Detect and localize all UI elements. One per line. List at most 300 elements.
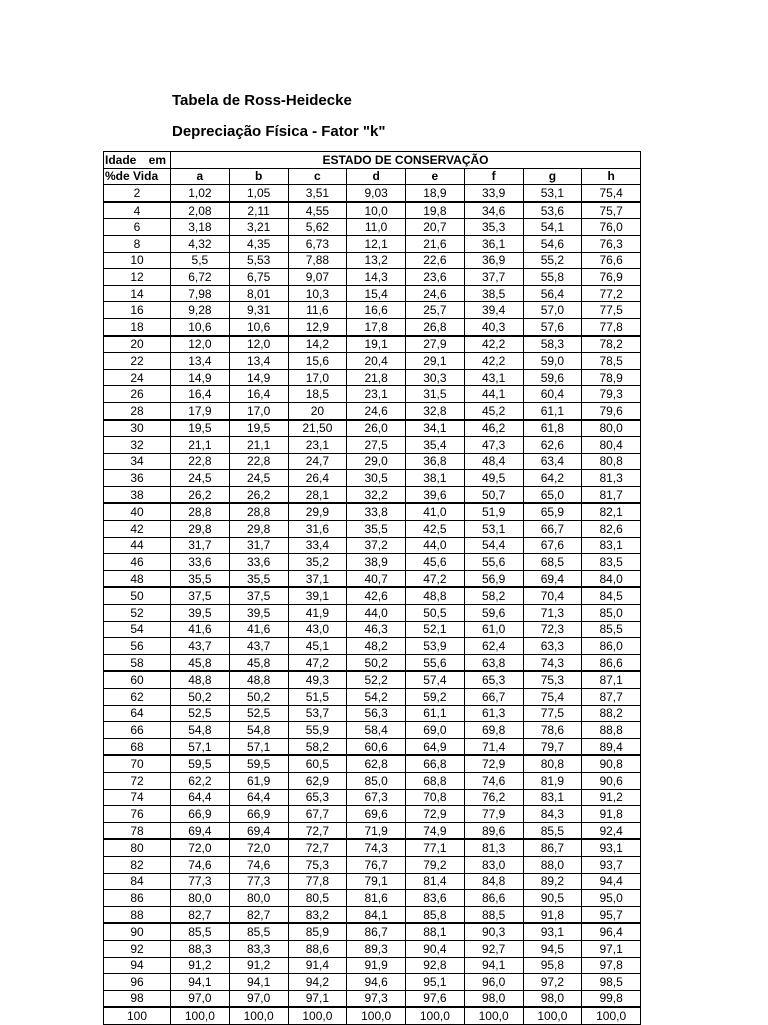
factor-cell-g: 54,6 — [523, 235, 582, 252]
factor-cell-a: 37,5 — [171, 587, 230, 604]
factor-cell-b: 6,75 — [229, 269, 288, 286]
factor-cell-c: 5,62 — [288, 219, 347, 236]
table-row — [104, 235, 641, 252]
factor-cell-c: 31,6 — [288, 521, 347, 538]
factor-cell-a: 26,2 — [171, 486, 230, 503]
factor-cell-b: 4,35 — [229, 235, 288, 252]
factor-cell-b: 22,8 — [229, 453, 288, 470]
factor-cell-a: 31,7 — [171, 537, 230, 554]
factor-cell-d: 86,7 — [347, 923, 406, 940]
factor-cell-h: 76,3 — [582, 235, 641, 252]
factor-cell-d: 62,8 — [347, 755, 406, 772]
age-cell: 32 — [104, 437, 171, 454]
factor-cell-h: 76,9 — [582, 269, 641, 286]
factor-cell-h: 79,6 — [582, 402, 641, 419]
table-row — [104, 353, 641, 370]
factor-cell-g: 77,5 — [523, 705, 582, 722]
age-cell: 54 — [104, 621, 171, 638]
factor-cell-c: 11,6 — [288, 302, 347, 319]
table-header-row — [104, 152, 641, 169]
table-subheader-row — [104, 168, 641, 185]
factor-cell-h: 75,7 — [582, 202, 641, 219]
factor-cell-c: 37,1 — [288, 570, 347, 587]
factor-cell-h: 95,7 — [582, 906, 641, 923]
factor-cell-f: 61,0 — [464, 621, 523, 638]
age-cell: 26 — [104, 386, 171, 403]
factor-cell-h: 85,5 — [582, 621, 641, 638]
factor-cell-h: 83,5 — [582, 554, 641, 571]
factor-cell-f: 55,6 — [464, 554, 523, 571]
factor-cell-c: 20 — [288, 402, 347, 419]
factor-cell-d: 84,1 — [347, 906, 406, 923]
factor-cell-b: 31,7 — [229, 537, 288, 554]
factor-cell-c: 47,2 — [288, 654, 347, 671]
factor-cell-e: 95,1 — [406, 974, 465, 991]
factor-cell-g: 61,1 — [523, 402, 582, 419]
factor-cell-d: 52,2 — [347, 671, 406, 688]
factor-cell-b: 14,9 — [229, 369, 288, 386]
factor-cell-e: 100,0 — [406, 1007, 465, 1024]
factor-cell-a: 54,8 — [171, 722, 230, 739]
column-header-g: g — [523, 168, 582, 185]
factor-cell-f: 36,1 — [464, 235, 523, 252]
factor-cell-d: 42,6 — [347, 587, 406, 604]
factor-cell-g: 63,3 — [523, 638, 582, 655]
factor-cell-f: 40,3 — [464, 318, 523, 335]
factor-cell-d: 97,3 — [347, 990, 406, 1007]
factor-cell-a: 28,8 — [171, 503, 230, 520]
factor-cell-f: 48,4 — [464, 453, 523, 470]
factor-cell-h: 94,4 — [582, 873, 641, 890]
factor-cell-d: 100,0 — [347, 1007, 406, 1024]
table-row — [104, 185, 641, 202]
table-row — [104, 621, 641, 638]
factor-cell-a: 43,7 — [171, 638, 230, 655]
factor-cell-e: 72,9 — [406, 806, 465, 823]
factor-cell-b: 43,7 — [229, 638, 288, 655]
factor-cell-e: 79,2 — [406, 856, 465, 873]
factor-cell-e: 34,1 — [406, 420, 465, 437]
factor-cell-c: 6,73 — [288, 235, 347, 252]
factor-cell-f: 76,2 — [464, 789, 523, 806]
factor-cell-e: 25,7 — [406, 302, 465, 319]
factor-cell-a: 3,18 — [171, 219, 230, 236]
factor-cell-d: 85,0 — [347, 772, 406, 789]
factor-cell-f: 45,2 — [464, 402, 523, 419]
factor-cell-b: 91,2 — [229, 957, 288, 974]
factor-cell-b: 24,5 — [229, 470, 288, 487]
table-row — [104, 605, 641, 622]
factor-cell-a: 97,0 — [171, 990, 230, 1007]
factor-cell-h: 80,0 — [582, 420, 641, 437]
factor-cell-b: 3,21 — [229, 219, 288, 236]
factor-cell-f: 50,7 — [464, 486, 523, 503]
age-header-word-idade: Idade — [105, 152, 137, 167]
factor-cell-b: 80,0 — [229, 890, 288, 907]
factor-cell-g: 94,5 — [523, 940, 582, 957]
table-row — [104, 302, 641, 319]
table-row — [104, 202, 641, 219]
factor-cell-f: 77,9 — [464, 806, 523, 823]
factor-cell-a: 62,2 — [171, 772, 230, 789]
age-header-line1 — [104, 152, 171, 169]
factor-cell-a: 94,1 — [171, 974, 230, 991]
factor-cell-f: 71,4 — [464, 738, 523, 755]
factor-cell-c: 18,5 — [288, 386, 347, 403]
factor-cell-c: 10,3 — [288, 285, 347, 302]
factor-cell-f: 96,0 — [464, 974, 523, 991]
factor-cell-c: 33,4 — [288, 537, 347, 554]
factor-cell-c: 41,9 — [288, 605, 347, 622]
factor-cell-a: 33,6 — [171, 554, 230, 571]
factor-cell-a: 64,4 — [171, 789, 230, 806]
factor-cell-d: 14,3 — [347, 269, 406, 286]
factor-cell-c: 43,0 — [288, 621, 347, 638]
factor-cell-f: 34,6 — [464, 202, 523, 219]
factor-cell-d: 29,0 — [347, 453, 406, 470]
factor-cell-b: 35,5 — [229, 570, 288, 587]
factor-cell-a: 13,4 — [171, 353, 230, 370]
factor-cell-h: 82,6 — [582, 521, 641, 538]
factor-cell-a: 57,1 — [171, 738, 230, 755]
column-header-f: f — [464, 168, 523, 185]
factor-cell-a: 69,4 — [171, 822, 230, 839]
table-row — [104, 437, 641, 454]
age-cell: 16 — [104, 302, 171, 319]
factor-cell-h: 90,8 — [582, 755, 641, 772]
factor-cell-f: 46,2 — [464, 420, 523, 437]
factor-cell-f: 94,1 — [464, 957, 523, 974]
age-cell: 58 — [104, 654, 171, 671]
table-row — [104, 252, 641, 269]
factor-cell-e: 50,5 — [406, 605, 465, 622]
table-row — [104, 453, 641, 470]
factor-cell-b: 94,1 — [229, 974, 288, 991]
factor-cell-a: 21,1 — [171, 437, 230, 454]
table-body — [104, 185, 641, 1025]
factor-cell-g: 57,0 — [523, 302, 582, 319]
factor-cell-d: 69,6 — [347, 806, 406, 823]
table-row — [104, 705, 641, 722]
factor-cell-b: 54,8 — [229, 722, 288, 739]
factor-cell-g: 88,0 — [523, 856, 582, 873]
age-cell: 36 — [104, 470, 171, 487]
factor-cell-e: 61,1 — [406, 705, 465, 722]
age-cell: 56 — [104, 638, 171, 655]
age-cell: 4 — [104, 202, 171, 219]
factor-cell-e: 69,0 — [406, 722, 465, 739]
age-cell: 70 — [104, 755, 171, 772]
factor-cell-h: 86,6 — [582, 654, 641, 671]
age-cell: 52 — [104, 605, 171, 622]
factor-cell-c: 97,1 — [288, 990, 347, 1007]
factor-cell-c: 26,4 — [288, 470, 347, 487]
factor-cell-h: 89,4 — [582, 738, 641, 755]
factor-cell-f: 37,7 — [464, 269, 523, 286]
age-cell: 44 — [104, 537, 171, 554]
factor-cell-g: 57,6 — [523, 318, 582, 335]
factor-cell-h: 76,6 — [582, 252, 641, 269]
factor-cell-c: 62,9 — [288, 772, 347, 789]
factor-cell-e: 90,4 — [406, 940, 465, 957]
factor-cell-d: 17,8 — [347, 318, 406, 335]
age-cell: 46 — [104, 554, 171, 571]
factor-cell-e: 23,6 — [406, 269, 465, 286]
factor-cell-f: 84,8 — [464, 873, 523, 890]
factor-cell-c: 23,1 — [288, 437, 347, 454]
factor-cell-d: 50,2 — [347, 654, 406, 671]
age-cell: 84 — [104, 873, 171, 890]
factor-cell-c: 85,9 — [288, 923, 347, 940]
factor-cell-g: 56,4 — [523, 285, 582, 302]
factor-cell-b: 64,4 — [229, 789, 288, 806]
factor-cell-a: 52,5 — [171, 705, 230, 722]
factor-cell-f: 43,1 — [464, 369, 523, 386]
factor-cell-b: 8,01 — [229, 285, 288, 302]
factor-cell-g: 75,4 — [523, 689, 582, 706]
factor-cell-h: 77,2 — [582, 285, 641, 302]
factor-cell-b: 1,05 — [229, 185, 288, 202]
page-title: Tabela de Ross-Heidecke — [172, 92, 352, 109]
factor-cell-d: 30,5 — [347, 470, 406, 487]
factor-cell-d: 38,9 — [347, 554, 406, 571]
factor-cell-e: 38,1 — [406, 470, 465, 487]
factor-cell-e: 32,8 — [406, 402, 465, 419]
factor-cell-d: 26,0 — [347, 420, 406, 437]
age-cell: 22 — [104, 353, 171, 370]
factor-cell-e: 20,7 — [406, 219, 465, 236]
factor-cell-a: 48,8 — [171, 671, 230, 688]
factor-cell-d: 24,6 — [347, 402, 406, 419]
factor-cell-g: 97,2 — [523, 974, 582, 991]
table-row — [104, 587, 641, 604]
age-cell: 30 — [104, 420, 171, 437]
factor-cell-a: 14,9 — [171, 369, 230, 386]
factor-cell-c: 58,2 — [288, 738, 347, 755]
table-row — [104, 873, 641, 890]
factor-cell-e: 70,8 — [406, 789, 465, 806]
age-cell: 60 — [104, 671, 171, 688]
factor-cell-g: 55,2 — [523, 252, 582, 269]
factor-cell-g: 53,6 — [523, 202, 582, 219]
factor-cell-h: 88,2 — [582, 705, 641, 722]
table-row — [104, 420, 641, 437]
factor-cell-g: 100,0 — [523, 1007, 582, 1024]
factor-cell-a: 1,02 — [171, 185, 230, 202]
table-row — [104, 839, 641, 856]
factor-cell-b: 2,11 — [229, 202, 288, 219]
factor-cell-f: 47,3 — [464, 437, 523, 454]
factor-cell-f: 51,9 — [464, 503, 523, 520]
table-row — [104, 402, 641, 419]
factor-cell-h: 82,1 — [582, 503, 641, 520]
factor-cell-e: 68,8 — [406, 772, 465, 789]
age-cell: 92 — [104, 940, 171, 957]
factor-cell-g: 80,8 — [523, 755, 582, 772]
age-cell: 34 — [104, 453, 171, 470]
factor-cell-h: 78,9 — [582, 369, 641, 386]
age-cell: 18 — [104, 318, 171, 335]
factor-cell-h: 81,7 — [582, 486, 641, 503]
factor-cell-f: 83,0 — [464, 856, 523, 873]
age-cell: 20 — [104, 336, 171, 353]
age-cell: 6 — [104, 219, 171, 236]
factor-cell-a: 24,5 — [171, 470, 230, 487]
factor-cell-c: 88,6 — [288, 940, 347, 957]
table-row — [104, 503, 641, 520]
age-cell: 68 — [104, 738, 171, 755]
factor-cell-h: 78,5 — [582, 353, 641, 370]
factor-cell-c: 80,5 — [288, 890, 347, 907]
factor-cell-b: 26,2 — [229, 486, 288, 503]
factor-cell-g: 69,4 — [523, 570, 582, 587]
column-header-c: c — [288, 168, 347, 185]
factor-cell-e: 21,6 — [406, 235, 465, 252]
factor-cell-h: 88,8 — [582, 722, 641, 739]
factor-cell-h: 91,8 — [582, 806, 641, 823]
factor-cell-b: 48,8 — [229, 671, 288, 688]
factor-cell-h: 97,1 — [582, 940, 641, 957]
factor-cell-a: 77,3 — [171, 873, 230, 890]
factor-cell-d: 35,5 — [347, 521, 406, 538]
factor-cell-g: 59,0 — [523, 353, 582, 370]
factor-cell-h: 99,8 — [582, 990, 641, 1007]
age-cell: 78 — [104, 822, 171, 839]
factor-cell-h: 87,7 — [582, 689, 641, 706]
table-row — [104, 689, 641, 706]
table-row — [104, 671, 641, 688]
factor-cell-g: 55,8 — [523, 269, 582, 286]
factor-cell-e: 41,0 — [406, 503, 465, 520]
factor-cell-g: 93,1 — [523, 923, 582, 940]
factor-cell-h: 93,1 — [582, 839, 641, 856]
factor-cell-d: 81,6 — [347, 890, 406, 907]
factor-cell-e: 48,8 — [406, 587, 465, 604]
factor-cell-h: 78,2 — [582, 336, 641, 353]
factor-cell-g: 65,0 — [523, 486, 582, 503]
factor-cell-h: 97,8 — [582, 957, 641, 974]
factor-cell-h: 80,4 — [582, 437, 641, 454]
conservation-state-header: ESTADO DE CONSERVAÇÃO — [171, 152, 641, 169]
factor-cell-b: 50,2 — [229, 689, 288, 706]
factor-cell-c: 53,7 — [288, 705, 347, 722]
table-row — [104, 822, 641, 839]
age-cell: 80 — [104, 839, 171, 856]
factor-cell-f: 62,4 — [464, 638, 523, 655]
factor-cell-d: 15,4 — [347, 285, 406, 302]
age-cell: 90 — [104, 923, 171, 940]
factor-cell-a: 19,5 — [171, 420, 230, 437]
factor-cell-d: 94,6 — [347, 974, 406, 991]
age-cell: 48 — [104, 570, 171, 587]
factor-cell-d: 48,2 — [347, 638, 406, 655]
table-row — [104, 1007, 641, 1024]
factor-cell-c: 14,2 — [288, 336, 347, 353]
factor-cell-c: 91,4 — [288, 957, 347, 974]
factor-cell-a: 80,0 — [171, 890, 230, 907]
factor-cell-e: 30,3 — [406, 369, 465, 386]
column-header-e: e — [406, 168, 465, 185]
table-row — [104, 806, 641, 823]
factor-cell-a: 88,3 — [171, 940, 230, 957]
factor-cell-b: 5,53 — [229, 252, 288, 269]
factor-cell-d: 37,2 — [347, 537, 406, 554]
factor-cell-c: 75,3 — [288, 856, 347, 873]
factor-cell-b: 100,0 — [229, 1007, 288, 1024]
factor-cell-e: 39,6 — [406, 486, 465, 503]
factor-cell-b: 74,6 — [229, 856, 288, 873]
factor-cell-e: 52,1 — [406, 621, 465, 638]
factor-cell-f: 58,2 — [464, 587, 523, 604]
factor-cell-d: 32,2 — [347, 486, 406, 503]
factor-cell-d: 11,0 — [347, 219, 406, 236]
factor-cell-f: 42,2 — [464, 336, 523, 353]
factor-cell-g: 62,6 — [523, 437, 582, 454]
factor-cell-h: 79,3 — [582, 386, 641, 403]
factor-cell-d: 19,1 — [347, 336, 406, 353]
table-row — [104, 369, 641, 386]
factor-cell-d: 40,7 — [347, 570, 406, 587]
factor-cell-f: 36,9 — [464, 252, 523, 269]
table-row — [104, 470, 641, 487]
factor-cell-c: 55,9 — [288, 722, 347, 739]
factor-cell-f: 42,2 — [464, 353, 523, 370]
factor-cell-g: 79,7 — [523, 738, 582, 755]
factor-cell-b: 59,5 — [229, 755, 288, 772]
factor-cell-a: 17,9 — [171, 402, 230, 419]
factor-cell-d: 12,1 — [347, 235, 406, 252]
table-row — [104, 856, 641, 873]
factor-cell-g: 74,3 — [523, 654, 582, 671]
table-row — [104, 990, 641, 1007]
factor-cell-a: 5,5 — [171, 252, 230, 269]
factor-cell-e: 83,6 — [406, 890, 465, 907]
age-cell: 42 — [104, 521, 171, 538]
factor-cell-c: 21,50 — [288, 420, 347, 437]
age-cell: 24 — [104, 369, 171, 386]
factor-cell-f: 49,5 — [464, 470, 523, 487]
factor-cell-a: 66,9 — [171, 806, 230, 823]
factor-cell-d: 56,3 — [347, 705, 406, 722]
table-row — [104, 386, 641, 403]
age-cell: 76 — [104, 806, 171, 823]
factor-cell-e: 24,6 — [406, 285, 465, 302]
factor-cell-e: 53,9 — [406, 638, 465, 655]
factor-cell-h: 92,4 — [582, 822, 641, 839]
factor-cell-e: 77,1 — [406, 839, 465, 856]
factor-cell-b: 66,9 — [229, 806, 288, 823]
factor-cell-b: 39,5 — [229, 605, 288, 622]
factor-cell-b: 29,8 — [229, 521, 288, 538]
factor-cell-c: 3,51 — [288, 185, 347, 202]
age-cell: 98 — [104, 990, 171, 1007]
factor-cell-b: 33,6 — [229, 554, 288, 571]
factor-cell-c: 24,7 — [288, 453, 347, 470]
table-row — [104, 219, 641, 236]
factor-cell-d: 60,6 — [347, 738, 406, 755]
factor-cell-g: 58,3 — [523, 336, 582, 353]
age-cell: 72 — [104, 772, 171, 789]
table-row — [104, 738, 641, 755]
factor-cell-d: 21,8 — [347, 369, 406, 386]
factor-cell-c: 100,0 — [288, 1007, 347, 1024]
factor-cell-g: 67,6 — [523, 537, 582, 554]
factor-cell-f: 53,1 — [464, 521, 523, 538]
table-row — [104, 285, 641, 302]
factor-cell-d: 13,2 — [347, 252, 406, 269]
table-row — [104, 789, 641, 806]
factor-cell-b: 17,0 — [229, 402, 288, 419]
